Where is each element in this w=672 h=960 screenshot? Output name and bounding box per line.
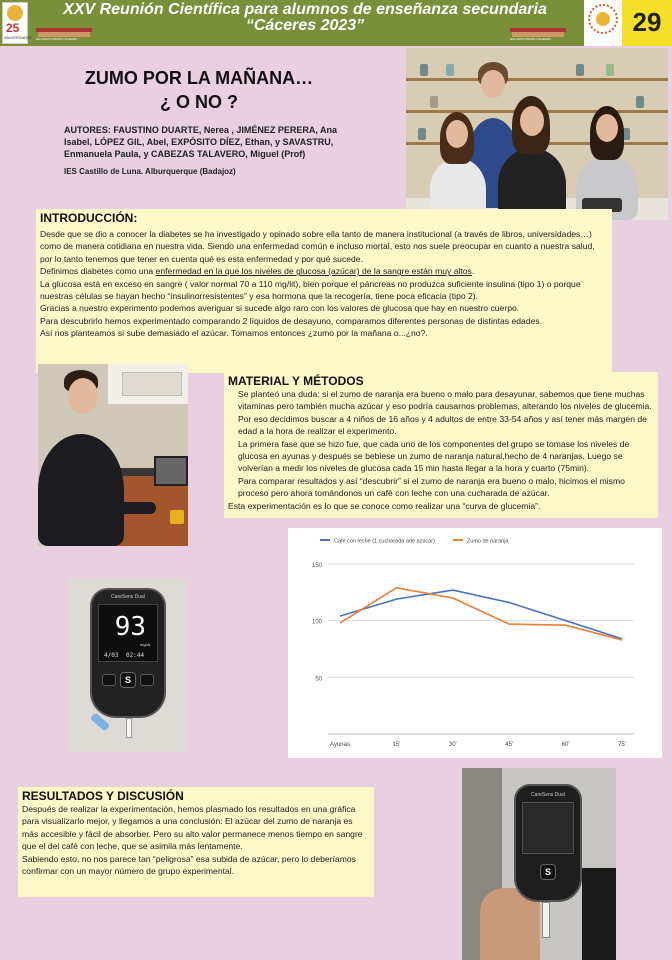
y-tick-label: 100: [311, 619, 322, 626]
results-section: [18, 787, 374, 897]
students-lab-photo: [406, 48, 668, 220]
methods-paragraph-4: Esta experimentación es lo que se conoce como realizar una “curva de glucemia”.: [228, 500, 541, 511]
poster-title-line1: ZUMO POR LA MAÑANA…: [84, 68, 314, 88]
introduction-paragraph-2: [40, 265, 608, 277]
meter-brand: CareSens Dual: [111, 594, 145, 600]
legend-label-2: Zumo de naranja: [466, 538, 509, 545]
hand-meter-s-button: S: [540, 864, 556, 880]
meter-reading: 93: [114, 612, 146, 642]
building-caption-right: IES SANTA MARÍA CÁCERES: [510, 37, 551, 41]
x-tick-label: 30': [448, 742, 457, 748]
meter-s-button: S: [120, 672, 136, 688]
building-icon-left: [36, 28, 92, 40]
methods-paragraph-1: Se planteó una duda: si el zumo de naranja era bueno o malo para desayunar, sabemos que tiene muchas vitaminas pero también mucha azúcar y eso podría causarnos problemas, alterando los niveles de glucemia. Por eso decidimos buscar a 4 niños de 16 años y 4 adultos de entre 33-54 años y así tener más margen de edad a la hora de realizar el experimento.: [238, 389, 652, 437]
introduction-paragraph-5: Para descubrirlo hemos experimentado comparando 2 líquidos de desayuno, comparamos diferentes personas de distintas edades.: [40, 315, 543, 326]
kitchen-photo: [38, 364, 188, 546]
y-tick-label: 150: [311, 563, 322, 569]
meter-unit: mg/dL: [140, 642, 152, 647]
anniversary-number: 25: [6, 21, 20, 35]
x-tick-label: 60': [561, 742, 570, 748]
sun-icon: [7, 5, 23, 21]
school-name: IES Castillo de Luna. Alburquerque (Badajoz): [64, 167, 236, 176]
header-banner: [0, 0, 672, 46]
x-tick-label: 45': [505, 742, 514, 748]
introduction-p2-suffix: .: [471, 266, 475, 277]
introduction-section: [36, 209, 612, 373]
glucose-meter-photo: [68, 578, 186, 752]
introduction-paragraph-3: La glucosa está en exceso en sangre ( valor normal 70 a 110 mg/lit), bien porque el páncreas no produzca suficiente insulina (tipo 1) o porque nuestras células se hayan hecho “insulinorresistentes” y esa hormona que la recogería, tiene poca eficacia (tipo 2).: [40, 278, 581, 302]
introduction-p2-prefix: Definimos diabetes como una: [40, 266, 156, 277]
poster-title: [40, 66, 358, 114]
diabetes-definition: enfermedad en la que los niveles de glucosa (azúcar) de la sangre están muy altos: [155, 266, 472, 277]
results-paragraph-1: Después de realizar la experimentación, hemos plasmado los resultados en una gráfica para visualizarlo mejor, y llegamos a una conclusión: El azúcar del zumo de naranja es más accesible y fácil de absorber. Pero su alto valor permanece menos tiempo en sangre que el del café con leche, que se asimila más lentamente.: [22, 804, 363, 852]
anniversary-subtext: ANIVERSARIO: [4, 35, 32, 40]
poster-title-line2: ¿ O NO ?: [160, 92, 238, 112]
x-tick-label: 75': [618, 742, 626, 748]
poster-number: 29: [622, 0, 672, 46]
y-tick-label: 50: [315, 676, 322, 683]
meter-right-button: [140, 674, 154, 686]
x-tick-label: Ayunas: [330, 742, 350, 748]
introduction-paragraph-1: Desde que se dio a conocer la diabetes se ha investigado y opinado sobre ella tanto de manera institucional (a través de libros, universidades…) como de manera cotidiana en nuestra vida. Siendo una enfermedad común e incluso mortal, esto nos suele preocupar en cuanto a nuestra salud, por lo tanto tenemos que tener en cuenta qué es esta enfermedad y por qué sucede.: [40, 229, 595, 264]
meter-date: 4/03: [104, 652, 119, 659]
methods-heading: MATERIAL Y MÉTODOS: [228, 374, 364, 388]
building-icon-right: [510, 28, 566, 40]
building-caption-left: IES SANTA MARÍA CÁCERES: [36, 37, 77, 41]
meter-left-button: [102, 674, 116, 686]
hand-meter-photo: [462, 768, 616, 960]
meter-time: 02:44: [126, 652, 145, 659]
conference-seal-icon: [584, 0, 622, 46]
methods-paragraph-2: La primera fase que se hizo fue, que cada uno de los componentes del grupo se tomase los niveles de glucosa en ayunas y después se bebiese un zumo de naranja natural,hecho de 4 naranjas. Luego se volverían a medir los niveles de glucosa cada 15 min hasta llegar a la hora y cuarto (75min).: [238, 438, 630, 474]
introduction-paragraph-6: Así nos planteamos si sube demasiado el azúcar. Tomamos entonces ¿zumo por la mañana o...¿no?.: [40, 328, 428, 339]
methods-section: [224, 372, 658, 518]
conference-title: [30, 2, 580, 34]
methods-paragraph-3: Para comparar resultados y así “descubrir” si el zumo de naranja era bueno o malo, hicimos el mismo proceso pero ahora tomándonos un café con leche con una cucharada de azúcar.: [238, 475, 625, 499]
glucose-curve-chart: [288, 528, 662, 758]
anniversary-logo: [2, 2, 32, 44]
results-paragraph-2: Sabiendo esto, no nos parece tan “peligrosa” esa subida de azúcar, pero lo deberíamos confirmar con un mayor número de grupo experimental.: [22, 853, 356, 877]
x-tick-label: 15': [392, 742, 401, 748]
chart-svg: [288, 528, 662, 758]
hand-meter-brand: CareSens Dual: [531, 792, 565, 798]
conference-title-line2: “Cáceres 2023”: [245, 17, 365, 34]
introduction-paragraph-4: Gracias a nuestro experimento podemos averiguar si sucede algo raro con los valores de glucosa que hay en nuestro cuerpo.: [40, 303, 520, 314]
introduction-heading: INTRODUCCIÓN:: [40, 211, 138, 225]
authors: AUTORES: FAUSTINO DUARTE, Nerea , JIMÉNEZ PERERA, Ana Isabel, LÓPEZ GIL, Abel, EXPÓSITO DÍEZ, Ethan, y SAVASTRU, Enmanuela Paula, y CABEZAS TALAVERO, Miguel (Prof): [64, 125, 338, 159]
conference-title-line1: XXV Reunión Científica para alumnos de enseñanza secundaria: [63, 1, 547, 18]
results-heading: RESULTADOS Y DISCUSIÓN: [22, 789, 184, 803]
legend-label-1: Café con leche (1 cucharada ade azúcar): [334, 538, 435, 545]
